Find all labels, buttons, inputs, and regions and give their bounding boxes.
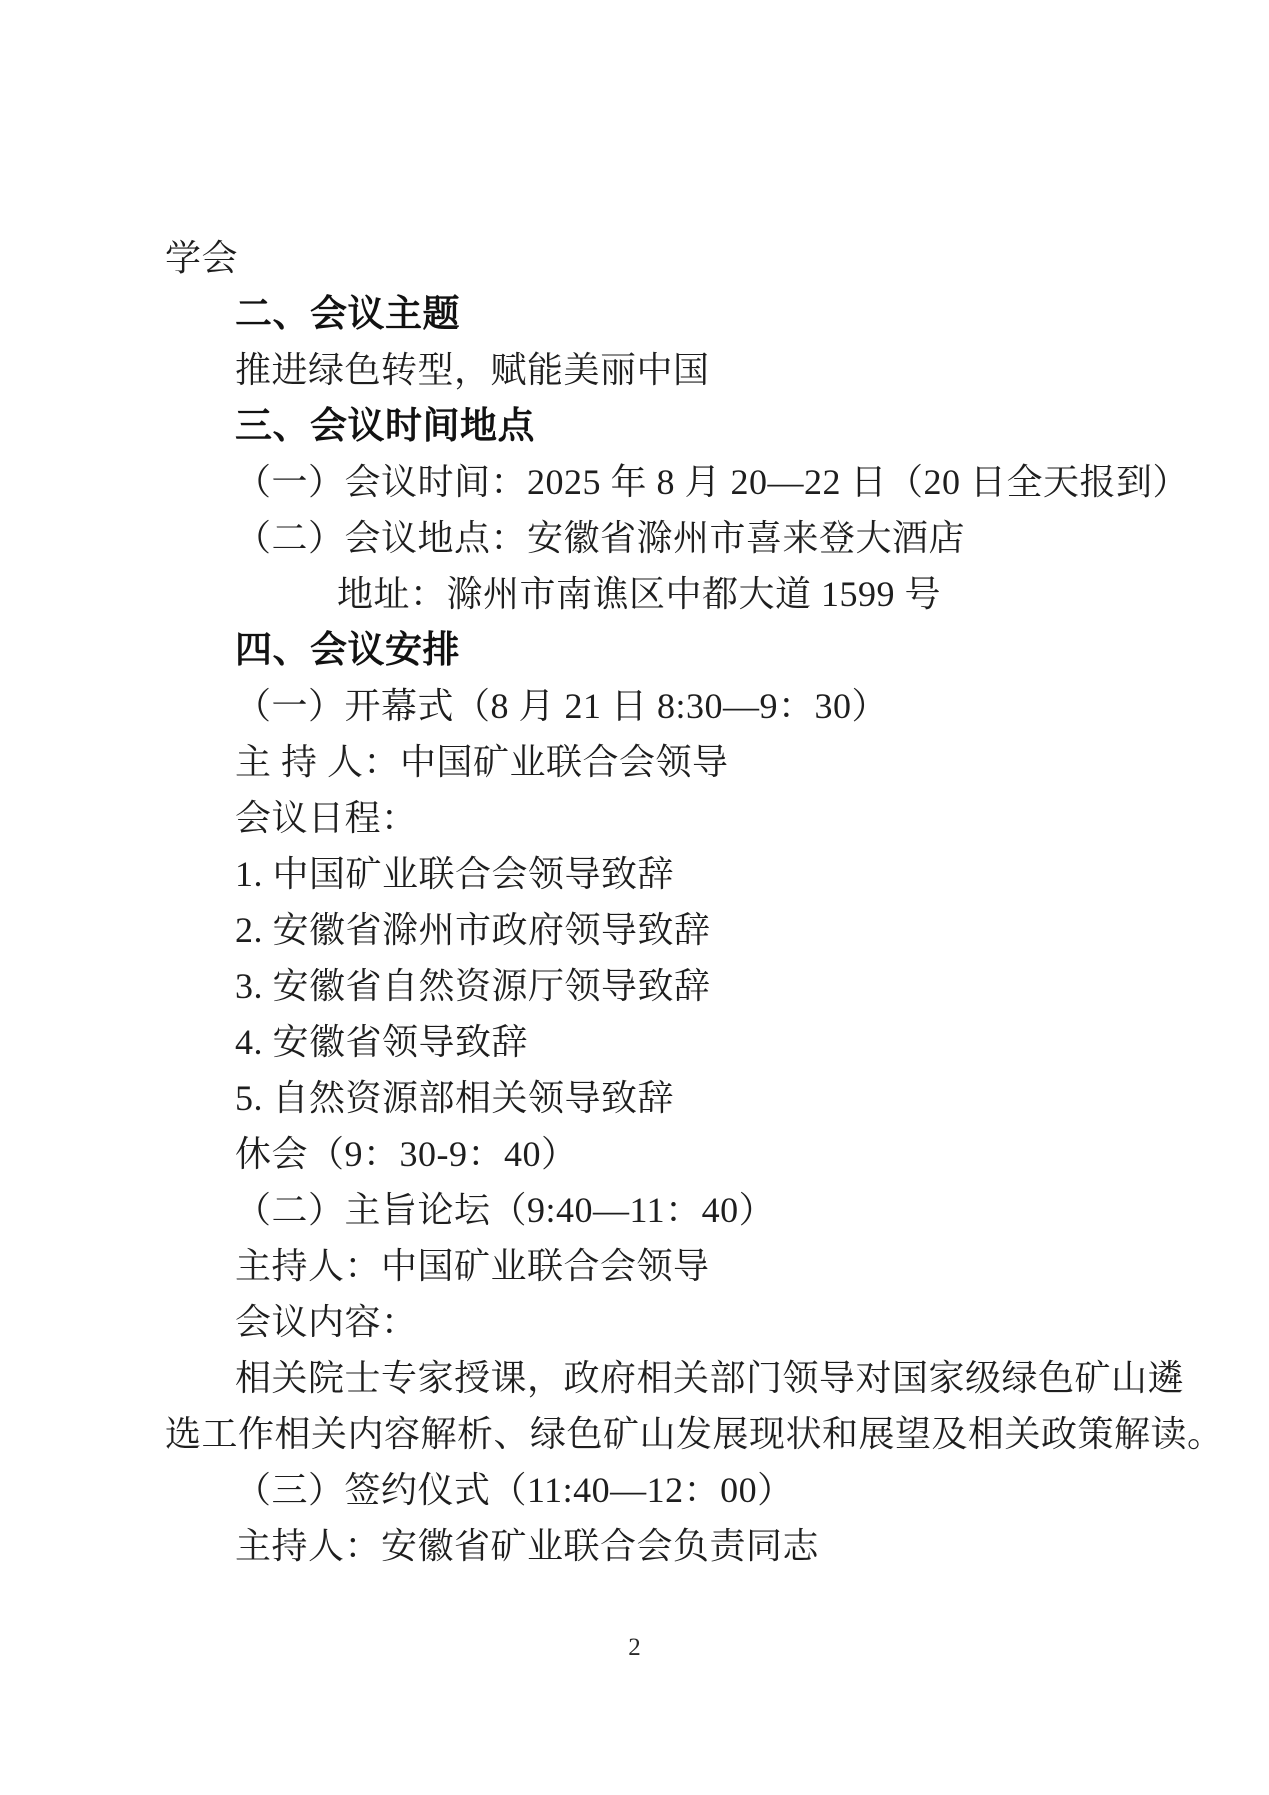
doc-line-opening-ceremony: （一）开幕式（8 月 21 日 8:30—9：30）: [235, 686, 889, 726]
doc-line-theme-text: 推进绿色转型，赋能美丽中国: [235, 350, 710, 390]
doc-line-signing-ceremony: （三）签约仪式（11:40—12：00）: [235, 1470, 794, 1510]
doc-line-content-label: 会议内容：: [235, 1302, 418, 1342]
doc-line-meeting-time: （一）会议时间：2025 年 8 月 20—22 日（20 日全天报到）: [235, 462, 1190, 502]
doc-line-meeting-place: （二）会议地点：安徽省滁州市喜来登大酒店: [235, 518, 966, 558]
doc-line-agenda-item-1: 1. 中国矿业联合会领导致辞: [235, 854, 675, 894]
doc-line-host-forum: 主持人：中国矿业联合会领导: [235, 1246, 710, 1286]
doc-line-agenda-item-3: 3. 安徽省自然资源厅领导致辞: [235, 966, 711, 1006]
section-heading-time-location: 三、会议时间地点: [235, 405, 535, 446]
doc-line-host-signing: 主持人：安徽省矿业联合会负责同志: [235, 1526, 820, 1566]
doc-line-agenda-item-5: 5. 自然资源部相关领导致辞: [235, 1078, 675, 1118]
doc-line-carryover: 学会: [165, 238, 239, 278]
page-number: 2: [628, 1634, 641, 1661]
doc-line-keynote-forum: （二）主旨论坛（9:40—11：40）: [235, 1190, 776, 1230]
doc-line-content-text-2: 选工作相关内容解析、绿色矿山发展现状和展望及相关政策解读。: [165, 1414, 1224, 1454]
doc-line-agenda-item-4: 4. 安徽省领导致辞: [235, 1022, 529, 1062]
doc-line-host-opening: 主 持 人：中国矿业联合会领导: [235, 742, 729, 782]
section-heading-arrangement: 四、会议安排: [235, 629, 460, 670]
doc-line-agenda-item-2: 2. 安徽省滁州市政府领导致辞: [235, 910, 711, 950]
doc-line-content-text-1: 相关院士专家授课，政府相关部门领导对国家级绿色矿山遴: [235, 1358, 1185, 1398]
doc-line-address: 地址：滁州市南谯区中都大道 1599 号: [337, 574, 942, 614]
section-heading-meeting-theme: 二、会议主题: [235, 293, 460, 334]
doc-line-agenda-label: 会议日程：: [235, 798, 418, 838]
document-body: [165, 230, 1224, 1574]
doc-line-recess: 休会（9：30-9：40）: [235, 1134, 578, 1174]
